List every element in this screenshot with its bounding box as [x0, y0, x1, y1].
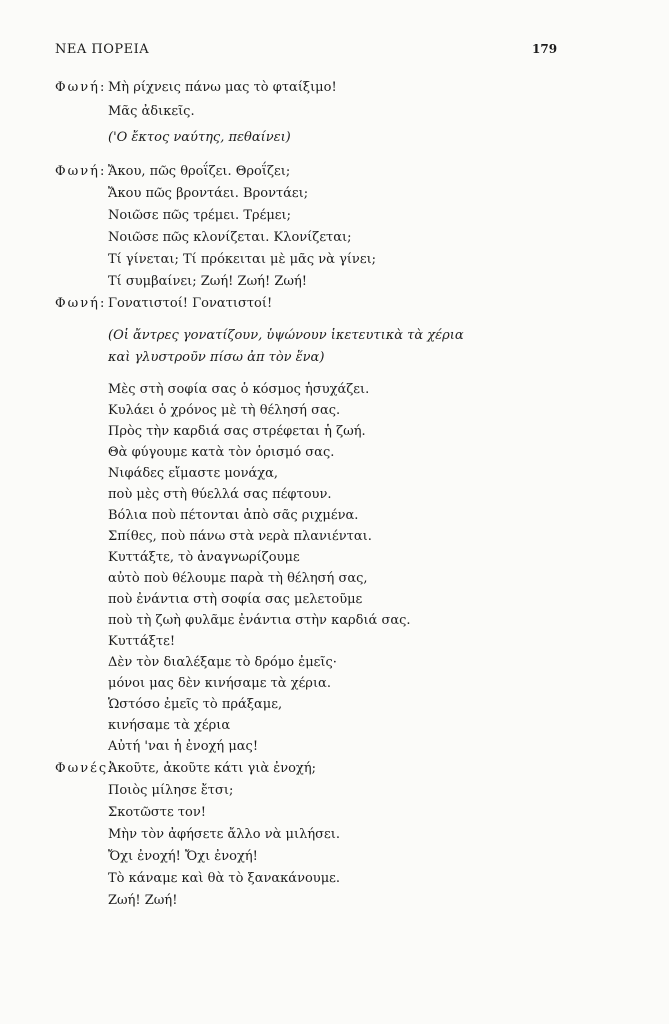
verse-line: Θὰ φύγουμε κατὰ τὸν ὁρισμό σας. [108, 445, 335, 460]
verse-line: Ἀκοῦτε, ἀκοῦτε κάτι γιὰ ἐνοχή; [108, 761, 316, 776]
speaker-label: Φωνή: [55, 296, 107, 311]
verse-line: Βόλια ποὺ πέτονται ἀπὸ σᾶς ριχμένα. [108, 508, 359, 523]
verse-line: Σκοτῶστε τον! [108, 805, 207, 820]
verse-line: Πρὸς τὴν καρδιά σας στρέφεται ἡ ζωή. [108, 424, 366, 439]
verse-line: Αὐτή 'ναι ἡ ἐνοχή μας! [108, 739, 259, 754]
verse-line: Ὡστόσο ἐμεῖς τὸ πράξαμε, [108, 697, 283, 712]
running-header: ΝΕΑ ΠΟΡΕΙΑ [55, 42, 150, 57]
verse-line: Κυλάει ὁ χρόνος μὲ τὴ θέλησή σας. [108, 403, 341, 418]
verse-line: Ἄκου, πῶς θροΐζει. Θροΐζει; [108, 164, 291, 179]
verse-line: Τὸ κάναμε καὶ θὰ τὸ ξανακάνουμε. [108, 871, 341, 886]
verse-line: μόνοι μας δὲν κινήσαμε τὰ χέρια. [108, 676, 331, 691]
speaker-label: Φωνή: [55, 80, 107, 95]
speaker-label: Φωνή: [55, 164, 107, 179]
verse-line: Σπίθες, ποὺ πάνω στὰ νερὰ πλανιένται. [108, 529, 372, 544]
verse-line: Μᾶς ἀδικεῖς. [108, 104, 195, 119]
stage-direction: ('Ο ἔκτος ναύτης, πεθαίνει) [108, 130, 291, 145]
verse-line: Νοιῶσε πῶς κλονίζεται. Κλονίζεται; [108, 230, 352, 245]
verse-line: Ποιὸς μίλησε ἔτσι; [108, 783, 234, 798]
verse-line: Τί συμβαίνει; Ζωή! Ζωή! Ζωή! [108, 274, 307, 289]
verse-line: Δὲν τὸν διαλέξαμε τὸ δρόμο ἐμεῖς· [108, 655, 337, 670]
verse-line: κινήσαμε τὰ χέρια [108, 718, 231, 733]
verse-line: Ζωή! Ζωή! [108, 893, 178, 908]
verse-line: Μὲς στὴ σοφία σας ὁ κόσμος ἡσυχάζει. [108, 382, 370, 397]
verse-line: αὐτὸ ποὺ θέλουμε παρὰ τὴ θέλησή σας, [108, 571, 368, 586]
verse-line: Τί γίνεται; Τί πρόκειται μὲ μᾶς νὰ γίνει; [108, 252, 377, 267]
verse-line: Κυττάξτε, τὸ ἀναγνωρίζουμε [108, 550, 300, 565]
verse-line: Ὄχι ἐνοχή! Ὄχι ἐνοχή! [108, 849, 258, 864]
verse-line: Μὴ ρίχνεις πάνω μας τὸ φταίξιμο! [108, 80, 337, 95]
verse-line: Γονατιστοί! Γονατιστοί! [108, 296, 273, 311]
verse-line: ποὺ μὲς στὴ θύελλά σας πέφτουν. [108, 487, 332, 502]
verse-line: Νοιῶσε πῶς τρέμει. Τρέμει; [108, 208, 292, 223]
stage-direction: καὶ γλυστροῦν πίσω ἀπ τὸν ἕνα) [108, 350, 325, 365]
stage-direction: (Οἱ ἄντρες γονατίζουν, ὑψώνουν ἱκετευτικὰ τὰ χέρια [108, 328, 464, 343]
verse-line: Κυττάξτε! [108, 634, 176, 649]
verse-line: Νιφάδες εἴμαστε μονάχα, [108, 466, 279, 481]
verse-line: ποὺ ἐνάντια στὴ σοφία σας μελετοῦμε [108, 592, 363, 607]
verse-line: Μὴν τὸν ἀφήσετε ἄλλο νὰ μιλήσει. [108, 827, 340, 842]
page-number: 179 [532, 42, 558, 56]
verse-line: ποὺ τὴ ζωὴ φυλᾶμε ἐνάντια στὴν καρδιά σας. [108, 613, 411, 628]
speaker-label: Φωνές: [55, 761, 115, 776]
verse-line: Ἄκου πῶς βροντάει. Βροντάει; [108, 186, 309, 201]
